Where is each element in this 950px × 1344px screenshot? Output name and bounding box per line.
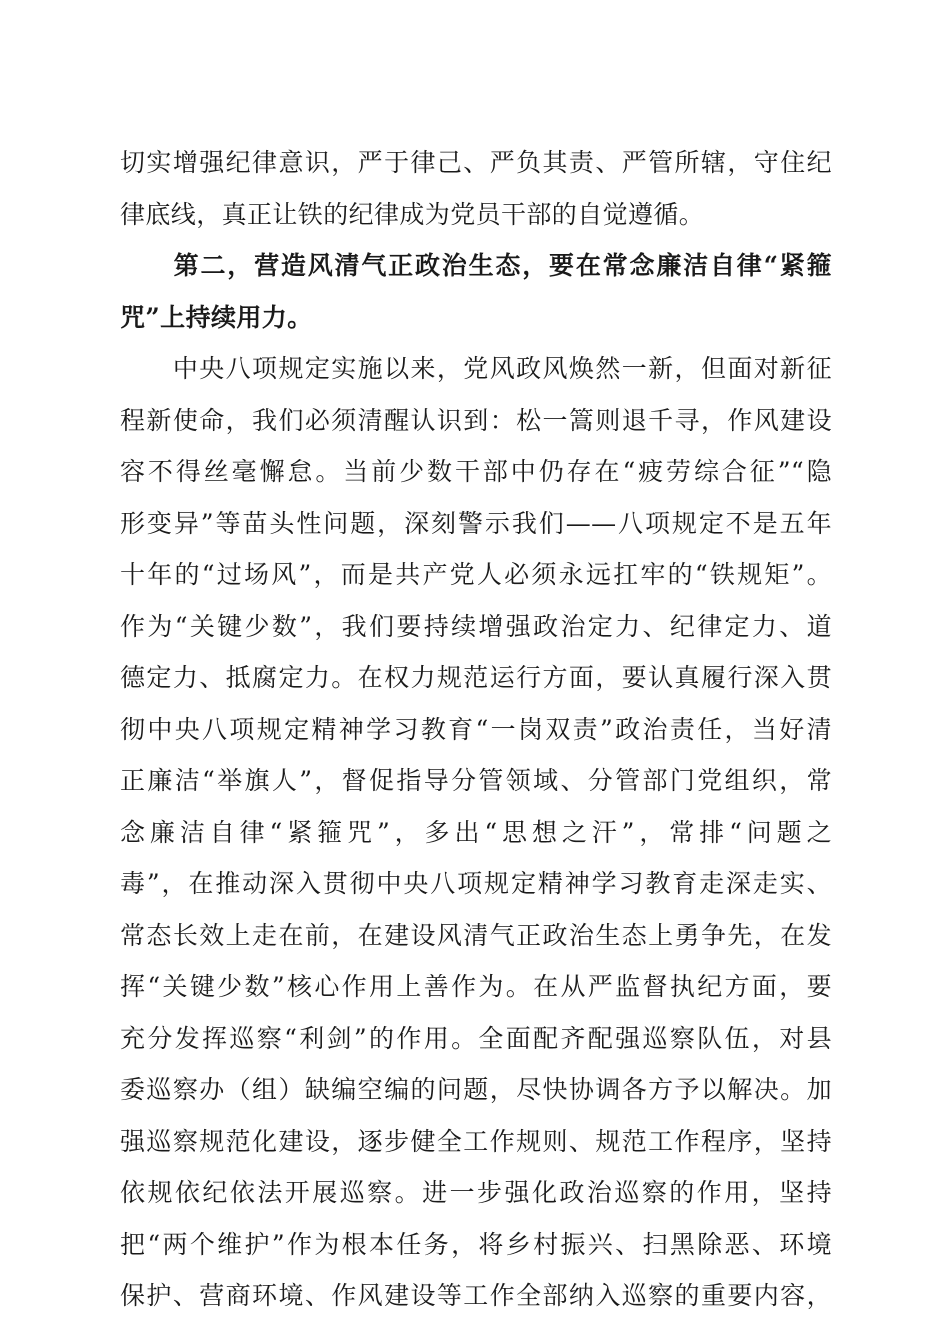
text-line: 挥“关键少数”核心作用上善作为。在从严监督执纪方面，要 [120,972,832,1001]
text-line: 德定力、抵腐定力。在权力规范运行方面，要认真履行深入贯 [120,663,832,692]
text-line: 强巡察规范化建设，逐步健全工作规则、规范工作程序，坚持 [120,1126,832,1156]
text-line: 作为“关键少数”，我们要持续增强政治定力、纪律定力、道 [120,611,832,641]
text-line: 委巡察办（组）缺编空编的问题，尽快协调各方予以解决。加 [120,1075,832,1104]
text-line: 保护、营商环境、作风建设等工作全部纳入巡察的重要内容， [120,1281,832,1310]
text-line: 十年的“过场风”，而是共产党人必须永远扛牢的“铁规矩”。 [120,560,832,589]
text-line: 正廉洁“举旗人”，督促指导分管领域、分管部门党组织，常 [120,766,832,795]
text-line: 念廉洁自律“紧箍咒”，多出“思想之汗”，常排“问题之 [120,817,832,847]
text-line: 切实增强纪律意识，严于律己、严负其责、严管所辖，守住纪 [120,148,832,177]
text-line: 容不得丝毫懈怠。当前少数干部中仍存在“疲劳综合征”“隐 [120,457,832,486]
body-paragraph [120,137,832,240]
text-line: 毒”，在推动深入贯彻中央八项规定精神学习教育走深走实、 [120,869,832,898]
document-body [120,137,832,1322]
text-line: 依规依纪依法开展巡察。进一步强化政治巡察的作用，坚持 [120,1178,832,1207]
text-line: 律底线，真正让铁的纪律成为党员干部的自觉遵循。 [120,199,705,229]
body-paragraph [120,343,832,1322]
text-line: 咒”上持续用力。 [120,302,313,332]
text-line: 把“两个维护”作为根本任务，将乡村振兴、扫黑除恶、环境 [120,1229,832,1259]
text-line: 常态长效上走在前，在建设风清气正政治生态上勇争先，在发 [120,920,832,950]
text-line: 充分发挥巡察“利剑”的作用。全面配齐配强巡察队伍，对县 [120,1023,832,1053]
section-heading [120,240,832,343]
text-line: 程新使命，我们必须清醒认识到：松一篙则退千寻，作风建设 [120,405,832,435]
text-line: 形变异”等苗头性问题，深刻警示我们——八项规定不是五年 [120,508,832,538]
text-line: 中央八项规定实施以来，党风政风焕然一新，但面对新征 [120,354,832,383]
text-line: 第二，营造风清气正政治生态，要在常念廉洁自律“紧箍 [120,251,832,280]
text-line: 彻中央八项规定精神学习教育“一岗双责”政治责任，当好清 [120,714,832,744]
